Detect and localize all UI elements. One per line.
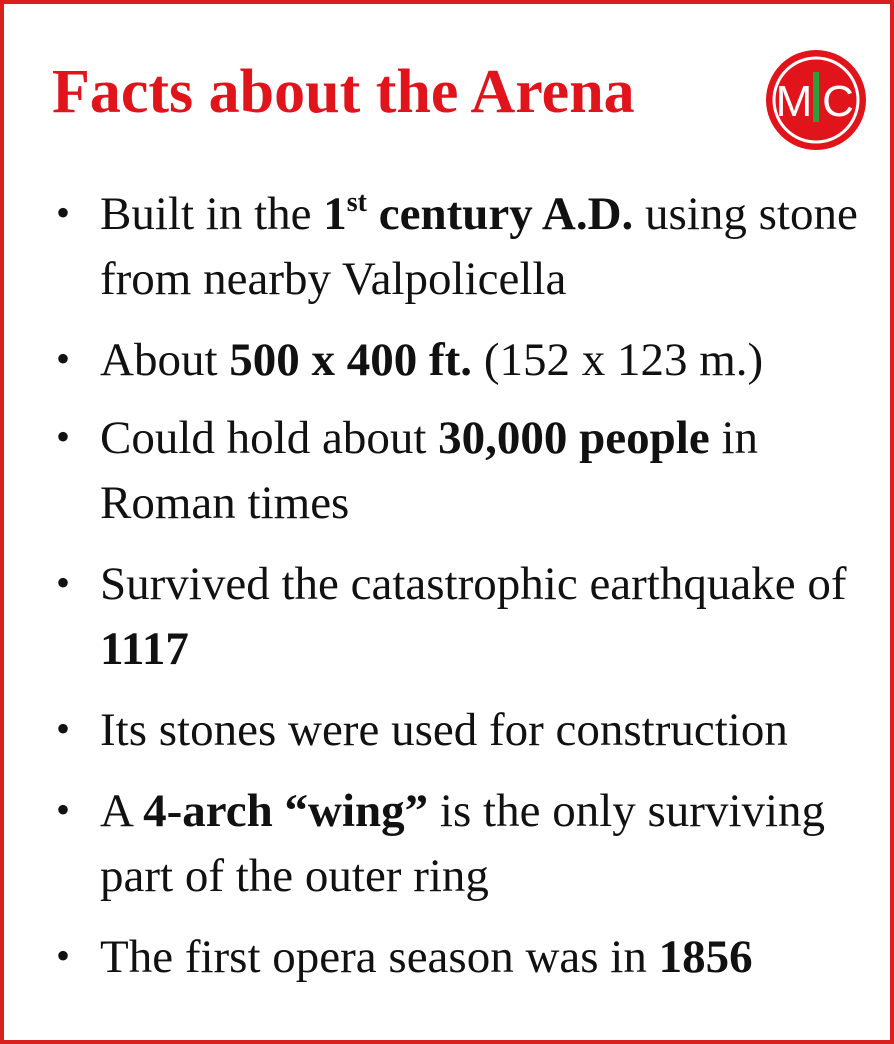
bullet-icon: •: [56, 787, 71, 832]
bullet-icon: •: [56, 336, 71, 381]
fact-item: • Its stones were used for construction: [52, 698, 862, 763]
fact-item: • The first opera season was in 1856: [52, 925, 862, 990]
bullet-icon: •: [56, 933, 71, 978]
mc-logo: [764, 48, 868, 152]
slide-title: Facts about the Arena: [52, 58, 635, 126]
logo-letter-c: C: [822, 77, 854, 126]
logo-letter-m: M: [775, 77, 813, 126]
fact-item: • About 500 x 400 ft. (152 x 123 m.): [52, 328, 862, 393]
bullet-icon: •: [56, 706, 71, 751]
fact-item: • Survived the catastrophic earthquake of 1117: [52, 552, 862, 682]
bullet-icon: •: [56, 414, 71, 459]
bullet-icon: •: [56, 190, 71, 235]
fact-item: • A 4-arch “wing” is the only surviving part of the outer ring: [52, 779, 862, 909]
bullet-icon: •: [56, 560, 71, 605]
facts-list: [52, 182, 862, 1006]
fact-item: • Built in the 1st century A.D. using stone from nearby Valpolicella: [52, 182, 862, 312]
fact-item: • Could hold about 30,000 people in Roman times: [52, 406, 862, 536]
logo-green-bar: [813, 72, 819, 122]
